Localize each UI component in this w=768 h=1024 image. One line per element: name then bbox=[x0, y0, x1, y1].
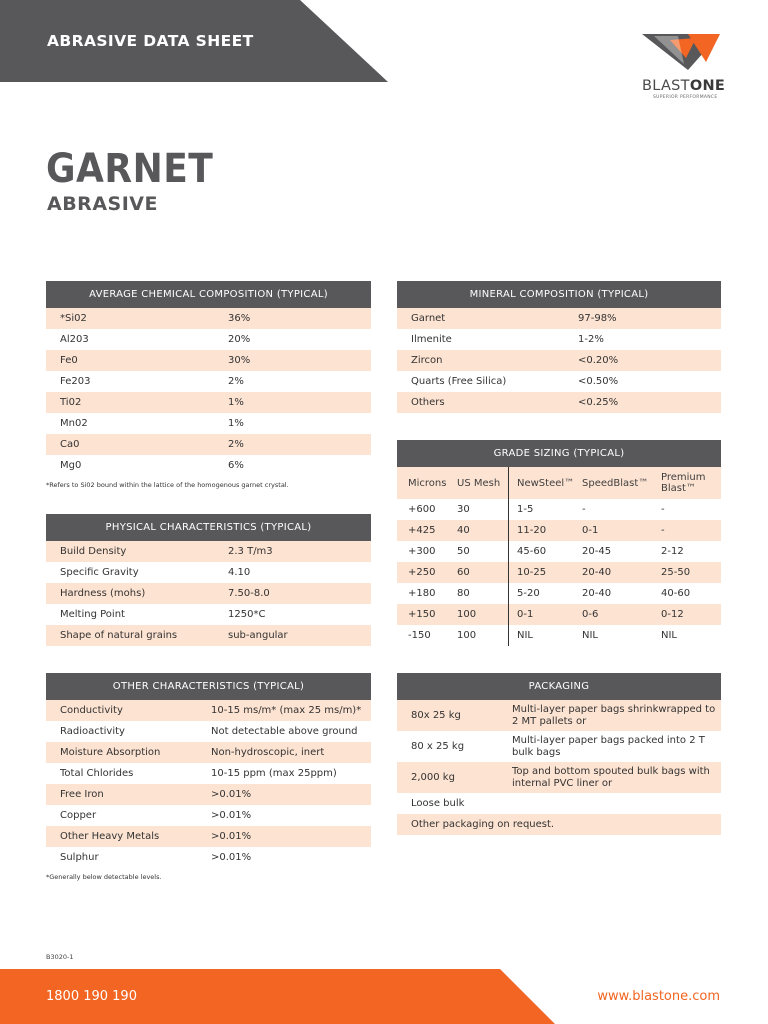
physical-row bbox=[46, 583, 371, 604]
physical-label: Hardness (mohs) bbox=[60, 588, 146, 599]
grade-cell: 30 bbox=[457, 504, 470, 515]
chemical-label: Mg0 bbox=[60, 460, 82, 471]
physical-characteristics-table bbox=[46, 514, 371, 646]
grade-col-premiumblast: Premium Blast™ bbox=[661, 472, 706, 494]
packaging-table bbox=[397, 673, 721, 835]
physical-label: Shape of natural grains bbox=[60, 630, 178, 641]
other-value: Non-hydroscopic, inert bbox=[211, 747, 325, 758]
grade-cell: NIL bbox=[517, 630, 534, 641]
grade-row bbox=[397, 562, 721, 583]
chemical-heading: AVERAGE CHEMICAL COMPOSITION (TYPICAL) bbox=[46, 281, 371, 308]
mineral-row bbox=[397, 350, 721, 371]
other-value: >0.01% bbox=[211, 810, 252, 821]
other-row bbox=[46, 847, 371, 868]
header-title: ABRASIVE DATA SHEET bbox=[47, 32, 254, 50]
other-note: *Generally below detectable levels. bbox=[46, 873, 162, 881]
chemical-row bbox=[46, 329, 371, 350]
grade-heading: GRADE SIZING (TYPICAL) bbox=[397, 440, 721, 467]
grade-cell: 100 bbox=[457, 630, 477, 641]
packaging-description: Top and bottom spouted bulk bags with internal PVC liner or bbox=[512, 765, 710, 789]
grade-cell: 100 bbox=[457, 609, 477, 620]
mineral-composition-table bbox=[397, 281, 721, 413]
grade-cell: - bbox=[661, 525, 665, 536]
physical-label: Melting Point bbox=[60, 609, 125, 620]
chemical-value: 6% bbox=[228, 460, 244, 471]
chemical-note: *Refers to Si02 bound within the lattice of the homogenous garnet crystal. bbox=[46, 481, 289, 489]
chemical-label: Mn02 bbox=[60, 418, 88, 429]
mineral-row bbox=[397, 392, 721, 413]
packaging-row bbox=[397, 762, 721, 793]
grade-cell: 25-50 bbox=[661, 567, 691, 578]
other-label: Sulphur bbox=[60, 852, 99, 863]
packaging-note: Other packaging on request. bbox=[397, 814, 721, 835]
other-row bbox=[46, 805, 371, 826]
physical-value: sub-angular bbox=[228, 630, 288, 641]
chemical-label: Ca0 bbox=[60, 439, 80, 450]
grade-cell: NIL bbox=[661, 630, 678, 641]
packaging-size: 2,000 kg bbox=[411, 772, 455, 783]
grade-row bbox=[397, 499, 721, 520]
chemical-label: *Si02 bbox=[60, 313, 87, 324]
mineral-value: <0.20% bbox=[578, 355, 619, 366]
chemical-label: Ti02 bbox=[60, 397, 82, 408]
grade-cell: -150 bbox=[408, 630, 431, 641]
other-row bbox=[46, 784, 371, 805]
mineral-row bbox=[397, 371, 721, 392]
chemical-row bbox=[46, 308, 371, 329]
physical-value: 2.3 T/m3 bbox=[228, 546, 273, 557]
mineral-label: Garnet bbox=[411, 313, 446, 324]
packaging-heading: PACKAGING bbox=[397, 673, 721, 700]
physical-row bbox=[46, 625, 371, 646]
mineral-value: 97-98% bbox=[578, 313, 617, 324]
physical-value: 4.10 bbox=[228, 567, 251, 578]
grade-row bbox=[397, 520, 721, 541]
other-label: Other Heavy Metals bbox=[60, 831, 160, 842]
other-characteristics-table bbox=[46, 673, 371, 868]
chemical-label: Fe0 bbox=[60, 355, 78, 366]
grade-cell: 60 bbox=[457, 567, 470, 578]
physical-row bbox=[46, 604, 371, 625]
grade-cell: 0-6 bbox=[582, 609, 599, 620]
other-heading: OTHER CHARACTERISTICS (TYPICAL) bbox=[46, 673, 371, 700]
grade-cell: NIL bbox=[582, 630, 599, 641]
grade-row bbox=[397, 541, 721, 562]
other-label: Total Chlorides bbox=[60, 768, 134, 779]
grade-sizing-table bbox=[397, 440, 721, 646]
other-row bbox=[46, 742, 371, 763]
grade-divider bbox=[508, 467, 509, 646]
grade-cell: - bbox=[582, 504, 586, 515]
packaging-row bbox=[397, 793, 721, 814]
chemical-label: Fe203 bbox=[60, 376, 91, 387]
chemical-row bbox=[46, 434, 371, 455]
chemical-value: 1% bbox=[228, 397, 244, 408]
grade-col-speedblast: SpeedBlast™ bbox=[582, 477, 649, 489]
chemical-value: 36% bbox=[228, 313, 251, 324]
mineral-heading: MINERAL COMPOSITION (TYPICAL) bbox=[397, 281, 721, 308]
grade-cell: +250 bbox=[408, 567, 436, 578]
grade-cell: 0-1 bbox=[582, 525, 599, 536]
grade-cell: - bbox=[661, 504, 665, 515]
packaging-row bbox=[397, 700, 721, 731]
grade-cell: 20-40 bbox=[582, 567, 612, 578]
mineral-label: Quarts (Free Silica) bbox=[411, 376, 507, 387]
other-value: Not detectable above ground bbox=[211, 726, 358, 737]
other-label: Copper bbox=[60, 810, 97, 821]
grade-cell: +150 bbox=[408, 609, 436, 620]
other-value: >0.01% bbox=[211, 831, 252, 842]
other-label: Moisture Absorption bbox=[60, 747, 161, 758]
other-row bbox=[46, 721, 371, 742]
chemical-value: 1% bbox=[228, 418, 244, 429]
chemical-row bbox=[46, 350, 371, 371]
other-row bbox=[46, 826, 371, 847]
grade-cell: +600 bbox=[408, 504, 436, 515]
packaging-description: Multi-layer paper bags shrinkwrapped to 2 MT pallets or bbox=[512, 703, 716, 727]
logo-tagline: SUPERIOR PERFORMANCE bbox=[653, 95, 718, 100]
other-label: Free Iron bbox=[60, 789, 104, 800]
physical-label: Build Density bbox=[60, 546, 127, 557]
mineral-label: Others bbox=[411, 397, 445, 408]
grade-cell: 10-25 bbox=[517, 567, 547, 578]
grade-cell: 45-60 bbox=[517, 546, 547, 557]
grade-col-microns: Microns bbox=[408, 477, 447, 489]
mineral-label: Ilmenite bbox=[411, 334, 452, 345]
grade-cell: +180 bbox=[408, 588, 436, 599]
mineral-label: Zircon bbox=[411, 355, 443, 366]
chemical-row bbox=[46, 455, 371, 476]
chemical-row bbox=[46, 413, 371, 434]
footer-website-link[interactable]: www.blastone.com bbox=[597, 989, 720, 1004]
other-value: >0.01% bbox=[211, 852, 252, 863]
physical-row bbox=[46, 562, 371, 583]
grade-cell: +300 bbox=[408, 546, 436, 557]
chemical-label: Al203 bbox=[60, 334, 89, 345]
other-value: 10-15 ppm (max 25ppm) bbox=[211, 768, 337, 779]
physical-row bbox=[46, 541, 371, 562]
packaging-size: 80 x 25 kg bbox=[411, 741, 465, 752]
grade-cell: 40-60 bbox=[661, 588, 691, 599]
grade-col-newsteel: NewSteel™ bbox=[517, 477, 575, 489]
grade-cell: 50 bbox=[457, 546, 470, 557]
grade-cell: 2-12 bbox=[661, 546, 684, 557]
mineral-value: <0.50% bbox=[578, 376, 619, 387]
grade-cell: 40 bbox=[457, 525, 470, 536]
other-label: Conductivity bbox=[60, 705, 123, 716]
grade-cell: 11-20 bbox=[517, 525, 547, 536]
physical-label: Specific Gravity bbox=[60, 567, 139, 578]
physical-value: 1250*C bbox=[228, 609, 266, 620]
physical-value: 7.50-8.0 bbox=[228, 588, 270, 599]
packaging-description: Multi-layer paper bags packed into 2 T bulk bags bbox=[512, 734, 705, 758]
footer-phone[interactable]: 1800 190 190 bbox=[46, 989, 137, 1004]
grade-cell: 1-5 bbox=[517, 504, 534, 515]
grade-cell: 20-45 bbox=[582, 546, 612, 557]
logo-wordmark: BLASTONE bbox=[642, 78, 726, 94]
mineral-value: <0.25% bbox=[578, 397, 619, 408]
grade-row bbox=[397, 583, 721, 604]
chemical-value: 30% bbox=[228, 355, 251, 366]
other-value: >0.01% bbox=[211, 789, 252, 800]
grade-cell: 0-1 bbox=[517, 609, 534, 620]
chemical-value: 2% bbox=[228, 439, 244, 450]
other-label: Radioactivity bbox=[60, 726, 125, 737]
other-row bbox=[46, 700, 371, 721]
grade-column-headers bbox=[397, 467, 721, 499]
grade-cell: 5-20 bbox=[517, 588, 540, 599]
page-title: GARNET bbox=[46, 146, 214, 192]
grade-cell: 0-12 bbox=[661, 609, 684, 620]
grade-col-usmesh: US Mesh bbox=[457, 477, 501, 489]
other-value: 10-15 ms/m* (max 25 ms/m)* bbox=[211, 705, 362, 716]
physical-heading: PHYSICAL CHARACTERISTICS (TYPICAL) bbox=[46, 514, 371, 541]
chemical-value: 20% bbox=[228, 334, 251, 345]
mineral-value: 1-2% bbox=[578, 334, 604, 345]
packaging-row bbox=[397, 731, 721, 762]
grade-cell: +425 bbox=[408, 525, 436, 536]
chemical-row bbox=[46, 392, 371, 413]
packaging-size: 80x 25 kg bbox=[411, 710, 461, 721]
grade-cell: 20-40 bbox=[582, 588, 612, 599]
grade-row bbox=[397, 625, 721, 646]
grade-cell: 80 bbox=[457, 588, 470, 599]
mineral-row bbox=[397, 308, 721, 329]
chemical-composition-table bbox=[46, 281, 371, 476]
document-code: B3020-1 bbox=[46, 953, 74, 961]
chemical-value: 2% bbox=[228, 376, 244, 387]
other-row bbox=[46, 763, 371, 784]
chemical-row bbox=[46, 371, 371, 392]
packaging-size: Loose bulk bbox=[411, 798, 465, 809]
mineral-row bbox=[397, 329, 721, 350]
page-subtitle: ABRASIVE bbox=[47, 193, 158, 215]
grade-row bbox=[397, 604, 721, 625]
